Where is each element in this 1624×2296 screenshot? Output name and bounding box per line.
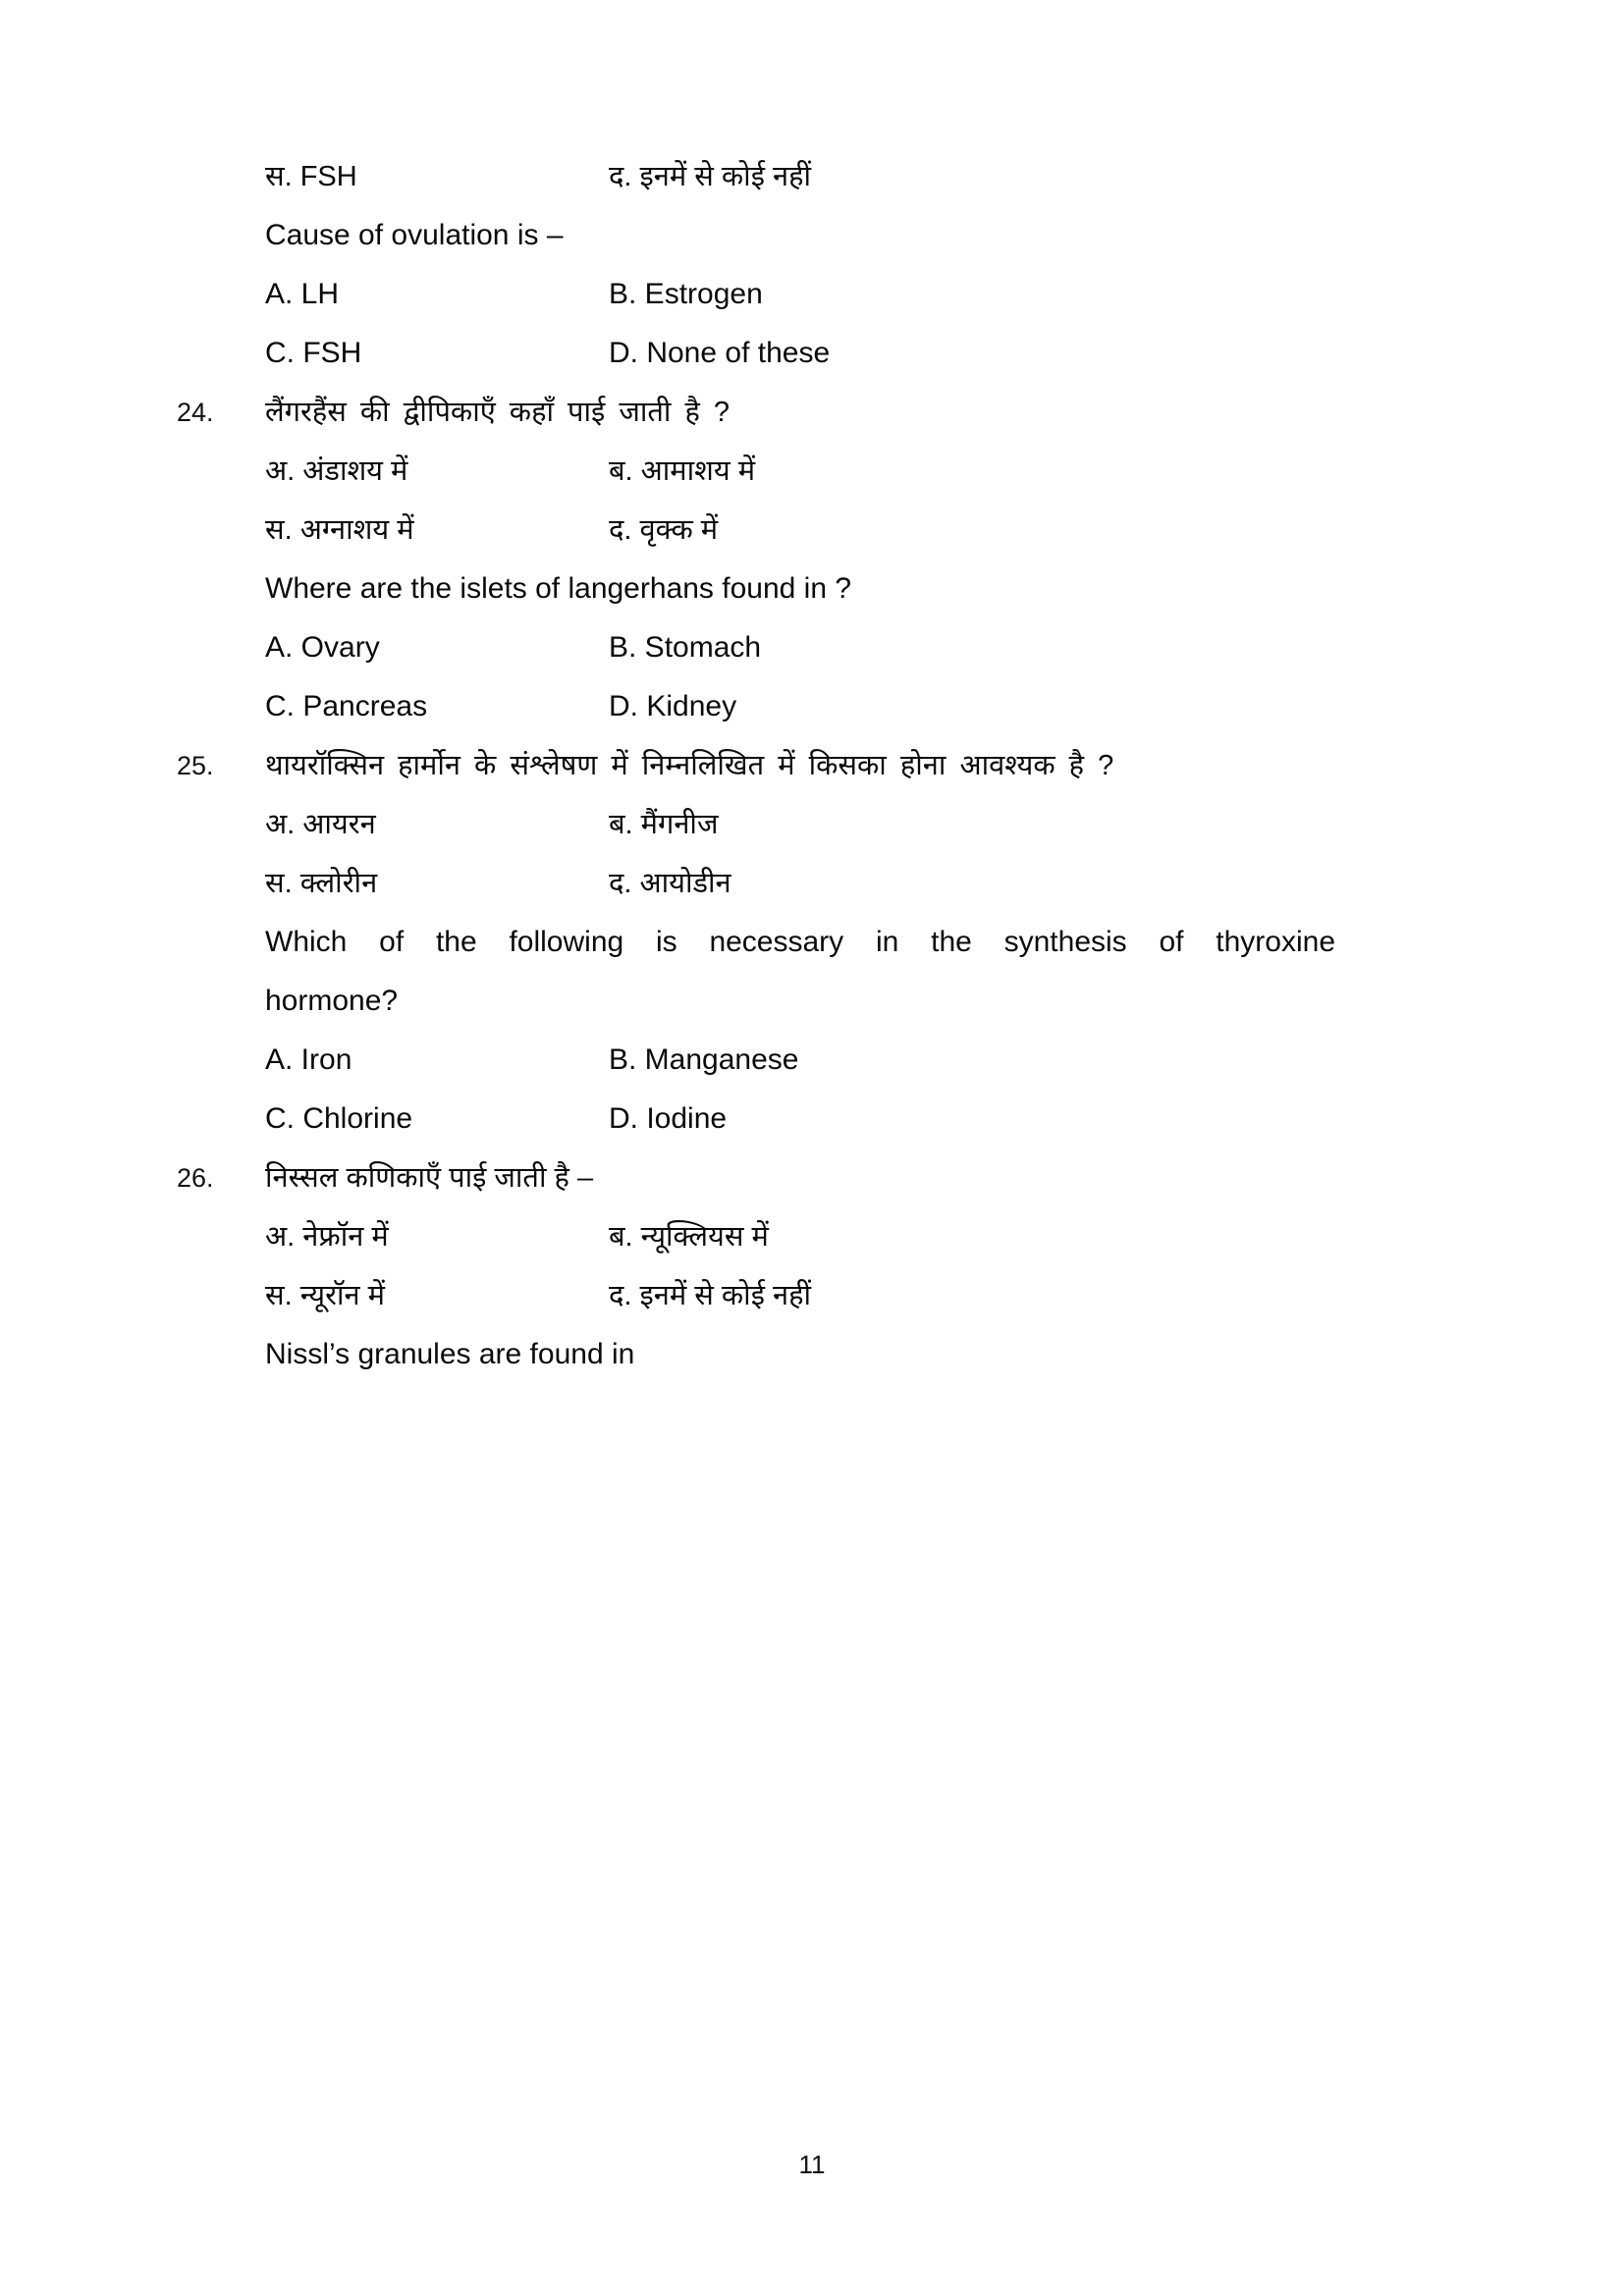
question-26-hindi-stem: निस्सल कणिकाएँ पाई जाती है – (265, 1162, 594, 1194)
continued-english-stem-row (177, 206, 1447, 265)
question-24-option-english-a: A. Ovary (265, 631, 380, 664)
question-25-option-english-b: B. Manganese (609, 1043, 799, 1076)
question-25-english-stem-row-1 (177, 913, 1447, 972)
english-stem: Cause of ovulation is – (265, 219, 564, 251)
question-25-option-hindi-d: द. आयोडीन (609, 868, 731, 899)
question-25-option-english-c: C. Chlorine (265, 1102, 413, 1135)
continued-hindi-options-row-2 (265, 147, 1447, 206)
option-hindi-c: स. FSH (265, 161, 357, 192)
option-hindi-d: द. इनमें से कोई नहीं (609, 161, 811, 192)
question-25-english-options-row-2 (265, 1090, 1447, 1148)
question-25-english-stem-row-2 (177, 972, 1447, 1031)
question-26-option-hindi-a: अ. नेफ्रॉन में (265, 1221, 389, 1253)
question-24-option-hindi-c: स. अग्नाशय में (265, 514, 414, 546)
question-24-option-hindi-a: अ. अंडाशय में (265, 455, 408, 487)
question-25-number: 25. (177, 751, 214, 780)
question-26-hindi-options-row-2 (265, 1266, 1447, 1325)
question-25-option-hindi-b: ब. मैंगनीज (609, 809, 719, 840)
question-24-hindi-options-row-1 (265, 442, 1447, 501)
question-26-hindi-options-row-1 (265, 1207, 1447, 1266)
question-24-english-stem: Where are the islets of langerhans found in ? (265, 572, 852, 605)
question-25-english-options-row-1 (265, 1031, 1447, 1090)
question-26-option-hindi-d: द. इनमें से कोई नहीं (609, 1280, 811, 1311)
question-26-block (177, 1148, 1447, 1384)
continued-question-block (177, 147, 1447, 383)
question-25-hindi-options-row-1 (265, 795, 1447, 854)
question-24-hindi-stem-row (177, 383, 1447, 442)
question-25-hindi-options-row-2 (265, 854, 1447, 913)
option-english-b: B. Estrogen (609, 278, 763, 310)
question-25-hindi-stem: थायरॉक्सिन हार्मोन के संश्लेषण में निम्नलिखित में किसका होना आवश्यक है ? (265, 750, 1114, 781)
question-24-option-hindi-d: द. वृक्क में (609, 514, 719, 546)
question-26-english-stem: Nissl’s granules are found in (265, 1338, 635, 1370)
question-24-option-english-b: B. Stomach (609, 631, 762, 664)
continued-english-options-row-1 (265, 265, 1447, 324)
question-24-english-options-row-2 (265, 677, 1447, 736)
question-25-hindi-stem-row (177, 736, 1447, 795)
question-24-block (177, 383, 1447, 736)
question-24-english-options-row-1 (265, 618, 1447, 677)
continued-english-options-row-2 (265, 324, 1447, 383)
question-24-number: 24. (177, 398, 214, 427)
question-24-english-stem-row (177, 560, 1447, 618)
question-24-option-english-c: C. Pancreas (265, 690, 428, 722)
page-number: 11 (798, 2150, 826, 2179)
question-25-english-stem-line-2: hormone? (265, 985, 399, 1017)
question-26-option-hindi-b: ब. न्यूक्लियस में (609, 1221, 769, 1253)
question-26-hindi-stem-row (177, 1148, 1447, 1207)
question-26-option-hindi-c: स. न्यूरॉन में (265, 1280, 385, 1311)
question-26-number: 26. (177, 1163, 214, 1193)
question-25-block (177, 736, 1447, 1148)
question-24-option-hindi-b: ब. आमाशय में (609, 455, 756, 487)
question-25-option-english-d: D. Iodine (609, 1102, 728, 1135)
question-24-hindi-stem: लैंगरहैंस की द्वीपिकाएँ कहाँ पाई जाती है ? (265, 397, 731, 428)
option-english-d: D. None of these (609, 337, 831, 369)
option-english-c: C. FSH (265, 337, 362, 369)
question-25-option-english-a: A. Iron (265, 1043, 352, 1076)
question-24-option-english-d: D. Kidney (609, 690, 737, 722)
question-24-hindi-options-row-2 (265, 501, 1447, 560)
option-english-a: A. LH (265, 278, 340, 310)
question-25-option-hindi-a: अ. आयरन (265, 809, 376, 840)
question-26-english-stem-row (177, 1325, 1447, 1384)
question-25-option-hindi-c: स. क्लोरीन (265, 868, 378, 899)
question-25-english-stem-line-1: Which of the following is necessary in the synthesis of thyroxine (265, 926, 1335, 958)
